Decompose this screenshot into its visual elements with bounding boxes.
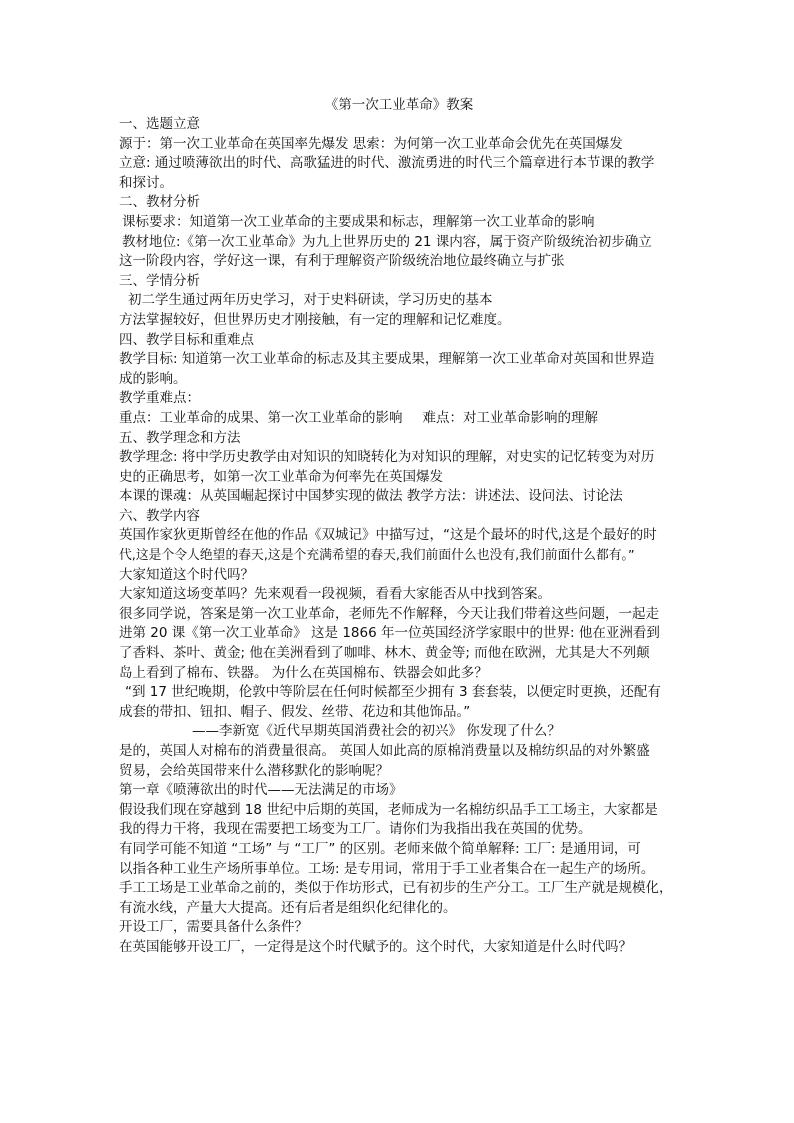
paragraph-line: 代,这是个令人绝望的春天,这是个充满希望的春天,我们前面什么也没有,我们前面什么都有。”	[119, 548, 635, 564]
paragraph-line: 史的正确思考，如第一次工业革命为何率先在英国爆发	[119, 468, 443, 485]
paragraph-line: 有流水线，产量大大提高。还有后者是组织化纪律化的。	[119, 899, 457, 916]
paragraph-line: 大家知道这个时代吗？	[119, 566, 254, 583]
paragraph-line: 了香料、茶叶、黄金; 他在美洲看到了咖啡、林木、黄金等; 而他在欧洲，尤其是大不列颠	[119, 645, 650, 662]
key-points-line	[119, 409, 679, 429]
quote-line: “到 17 世纪晚期，伦敦中等阶层在任何时候都至少拥有 3 套套装，以便定时更换，还配有	[125, 684, 661, 701]
paragraph-line: 在英国能够开设工厂，一定得是这个时代赋予的。这个时代，大家知道是什么时代吗？	[119, 938, 632, 955]
paragraph-line: 立意: 通过喷薄欲出的时代、高歌猛进的时代、激流勇进的时代三个篇章进行本节课的教学	[119, 155, 655, 172]
lesson-plan-document	[119, 95, 679, 958]
paragraph-line: 方法掌握较好，但世界历史才刚接触，有一定的理解和记忆难度。	[119, 311, 511, 328]
chapter-heading: 第一章《喷薄欲出的时代——无法满足的市场》	[119, 782, 403, 799]
section-heading-content: 六、教学内容	[119, 507, 200, 524]
paragraph-line: 源于：第一次工业革命在英国率先爆发 思索：为何第一次工业革命会优先在英国爆发	[119, 135, 623, 152]
paragraph-line: 我的得力干将，我现在需要把工场变为工厂。请你们为我指出我在英国的优势。	[119, 821, 592, 838]
paragraph-line: 贸易，会给英国带来什么潜移默化的影响呢？	[119, 762, 389, 779]
paragraph-line: 这一阶段内容，学好这一课，有利于理解资产阶级统治地位最终确立与扩张	[119, 253, 565, 270]
paragraph-line: 教材地位:《第一次工业革命》为九上世界历史的 21 课内容，属于资产阶级统治初步确立	[122, 233, 652, 250]
paragraph-line: 手工工场是工业革命之前的，类似于作坊形式，已有初步的生产分工。工厂生产就是规模化，	[119, 880, 673, 897]
paragraph-line: 教学目标: 知道第一次工业革命的标志及其主要成果，理解第一次工业革命对英国和世界造	[119, 351, 655, 368]
paragraph-line: 初二学生通过两年历史学习，对于史料研读，学习历史的基本	[128, 292, 493, 309]
paragraph-line: 很多同学说，答案是第一次工业革命，老师先不作解释，今天让我们带着这些问题，一起走	[119, 605, 659, 622]
focus-text: 重点：工业革命的成果、第一次工业革命的影响	[119, 409, 403, 426]
document-title: 《第一次工业革命》教案	[324, 97, 474, 113]
paragraph-line: 进第 20 课《第一次工业革命》 这是 1866 年一位英国经济学家眼中的世界: 他在亚洲看到	[119, 625, 660, 642]
paragraph-line: 本课的课魂：从英国崛起探讨中国梦实现的做法 教学方法：讲述法、设问法、讨论法	[119, 488, 623, 505]
paragraph-line: 假设我们现在穿越到 18 世纪中后期的英国，老师成为一名棉纺织品手工工场主，大家都是	[119, 801, 658, 818]
quote-source-line: ——李新宽《近代早期英国消费社会的初兴》 你发现了什么？	[192, 723, 561, 740]
paragraph-line: 英国作家狄更斯曾经在他的作品《双城记》中描写过，“这是个最坏的时代,这是个最好的时	[119, 527, 657, 544]
section-heading-students: 三、学情分析	[119, 272, 200, 289]
difficulty-text: 难点：对工业革命影响的理解	[422, 409, 598, 426]
paragraph-line: 有同学可能不知道 “工场” 与 “工厂” 的区别。老师来做个简单解释: 工厂: 是通用词，可	[119, 840, 641, 857]
paragraph-line: 教学重难点：	[119, 390, 200, 407]
paragraph-line: 大家知道这场变革吗？先来观看一段视频，看看大家能否从中找到答案。	[119, 586, 551, 603]
paragraph-line: 教学理念: 将中学历史教学由对知识的知晓转化为对知识的理解，对史实的记忆转变为对历	[119, 449, 655, 466]
section-heading-method: 五、教学理念和方法	[119, 429, 241, 446]
paragraph-line: 以指各种工业生产场所事单位。工场: 是专用词，常用于手工业者集合在一起生产的场所。	[119, 860, 655, 877]
paragraph-line: 成的影响。	[119, 370, 187, 387]
quote-line: 成套的带扣、钮扣、帽子、假发、丝带、花边和其他饰品。”	[119, 703, 471, 720]
paragraph-line: 和探讨。	[119, 174, 173, 191]
paragraph-line: 开设工厂，需要具备什么条件？	[119, 919, 308, 936]
paragraph-line: 岛上看到了棉布、铁器。 为什么在英国棉布、铁器会如此多？	[119, 664, 488, 681]
paragraph-line: 是的，英国人对棉布的消费量很高。 英国人如此高的原棉消费量以及棉纺织品的对外繁盛	[119, 743, 650, 759]
section-heading-topic: 一、选题立意	[119, 116, 200, 132]
section-heading-goals: 四、教学目标和重难点	[119, 331, 254, 348]
section-heading-textbook: 二、教材分析	[119, 194, 200, 211]
paragraph-line: 课标要求：知道第一次工业革命的主要成果和标志，理解第一次工业革命的影响	[122, 213, 595, 230]
